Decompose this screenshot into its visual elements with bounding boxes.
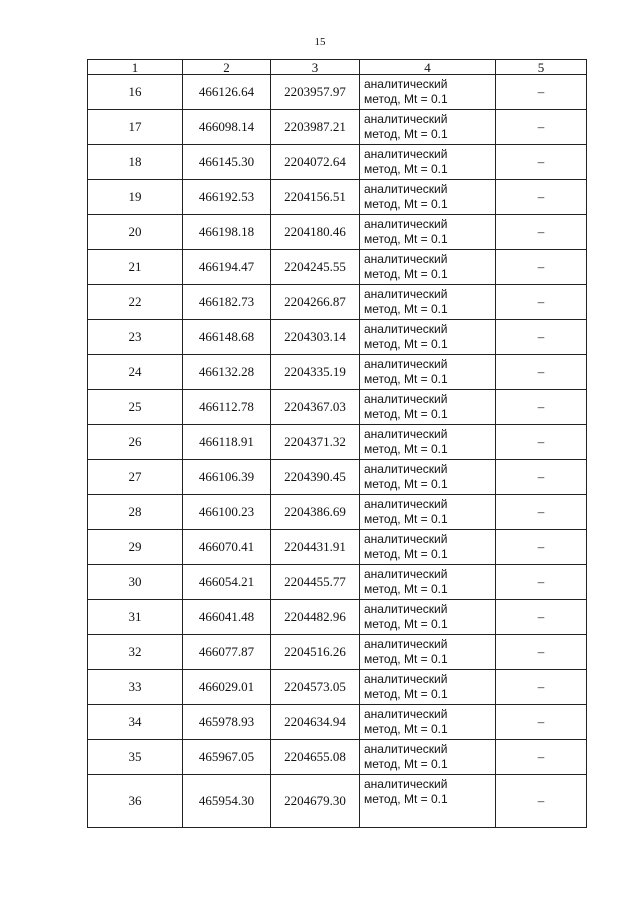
method-line-2: метод, Mt = 0.1 (364, 407, 448, 421)
coord-x-cell: 466029.01 (183, 670, 271, 705)
table-row (88, 460, 587, 495)
coord-y-cell: 2204386.69 (271, 495, 360, 530)
coord-x-cell: 466041.48 (183, 600, 271, 635)
coord-y-cell: 2204390.45 (271, 460, 360, 495)
method-line-1: аналитический (364, 497, 448, 511)
description-cell: – (496, 320, 587, 355)
method-line-2: метод, Mt = 0.1 (364, 547, 448, 561)
description-cell: – (496, 215, 587, 250)
description-cell: – (496, 75, 587, 110)
method-cell (360, 180, 496, 215)
description-cell: – (496, 670, 587, 705)
page-number: 15 (314, 36, 326, 48)
table-row (88, 530, 587, 565)
point-number-cell: 18 (88, 145, 183, 180)
method-line-1: аналитический (364, 217, 448, 231)
description-cell: – (496, 530, 587, 565)
table-row (88, 740, 587, 775)
method-line-2: метод, Mt = 0.1 (364, 337, 448, 351)
method-cell (360, 320, 496, 355)
coord-x-cell: 465954.30 (183, 775, 271, 828)
coord-y-cell: 2204455.77 (271, 565, 360, 600)
table-row (88, 495, 587, 530)
header-col-3: 3 (271, 60, 360, 75)
description-cell: – (496, 355, 587, 390)
point-number-cell: 35 (88, 740, 183, 775)
method-line-1: аналитический (364, 112, 448, 126)
method-line-1: аналитический (364, 742, 448, 756)
point-number-cell: 24 (88, 355, 183, 390)
table-row (88, 425, 587, 460)
table-row (88, 250, 587, 285)
method-cell (360, 285, 496, 320)
point-number-cell: 23 (88, 320, 183, 355)
point-number-cell: 20 (88, 215, 183, 250)
method-line-2: метод, Mt = 0.1 (364, 92, 448, 106)
description-cell: – (496, 495, 587, 530)
coord-y-cell: 2204072.64 (271, 145, 360, 180)
table-row (88, 110, 587, 145)
description-cell: – (496, 390, 587, 425)
table-row (88, 145, 587, 180)
table-row (88, 180, 587, 215)
point-number-cell: 33 (88, 670, 183, 705)
method-line-2: метод, Mt = 0.1 (364, 442, 448, 456)
table-header-row (88, 60, 587, 75)
method-line-1: аналитический (364, 392, 448, 406)
method-line-1: аналитический (364, 777, 448, 791)
method-cell (360, 425, 496, 460)
header-col-4: 4 (360, 60, 496, 75)
coord-y-cell: 2203957.97 (271, 75, 360, 110)
method-line-2: метод, Mt = 0.1 (364, 512, 448, 526)
coord-y-cell: 2204679.30 (271, 775, 360, 828)
header-col-2: 2 (183, 60, 271, 75)
method-line-1: аналитический (364, 637, 448, 651)
method-line-2: метод, Mt = 0.1 (364, 687, 448, 701)
coord-y-cell: 2203987.21 (271, 110, 360, 145)
point-number-cell: 19 (88, 180, 183, 215)
description-cell: – (496, 285, 587, 320)
coord-x-cell: 466100.23 (183, 495, 271, 530)
method-cell (360, 460, 496, 495)
method-cell (360, 705, 496, 740)
table-row (88, 705, 587, 740)
coord-x-cell: 466070.41 (183, 530, 271, 565)
point-number-cell: 25 (88, 390, 183, 425)
coord-y-cell: 2204655.08 (271, 740, 360, 775)
method-cell (360, 600, 496, 635)
method-line-1: аналитический (364, 182, 448, 196)
coord-x-cell: 465978.93 (183, 705, 271, 740)
point-number-cell: 28 (88, 495, 183, 530)
table-row (88, 320, 587, 355)
header-col-1: 1 (88, 60, 183, 75)
point-number-cell: 32 (88, 635, 183, 670)
coord-x-cell: 466148.68 (183, 320, 271, 355)
method-cell (360, 495, 496, 530)
method-line-2: метод, Mt = 0.1 (364, 232, 448, 246)
method-cell (360, 740, 496, 775)
description-cell: – (496, 110, 587, 145)
coord-y-cell: 2204516.26 (271, 635, 360, 670)
method-line-2: метод, Mt = 0.1 (364, 582, 448, 596)
method-line-1: аналитический (364, 567, 448, 581)
table-row (88, 390, 587, 425)
description-cell: – (496, 460, 587, 495)
point-number-cell: 26 (88, 425, 183, 460)
coord-y-cell: 2204180.46 (271, 215, 360, 250)
method-cell (360, 670, 496, 705)
method-cell (360, 390, 496, 425)
method-line-1: аналитический (364, 287, 448, 301)
method-line-2: метод, Mt = 0.1 (364, 302, 448, 316)
description-cell: – (496, 425, 587, 460)
method-line-1: аналитический (364, 602, 448, 616)
table-body (88, 75, 587, 828)
coord-y-cell: 2204634.94 (271, 705, 360, 740)
method-line-2: метод, Mt = 0.1 (364, 477, 448, 491)
coord-x-cell: 466192.53 (183, 180, 271, 215)
description-cell: – (496, 600, 587, 635)
point-number-cell: 16 (88, 75, 183, 110)
coord-y-cell: 2204371.32 (271, 425, 360, 460)
coordinates-table (87, 59, 587, 828)
method-line-1: аналитический (364, 427, 448, 441)
table-row (88, 670, 587, 705)
coord-x-cell: 466182.73 (183, 285, 271, 320)
table-row (88, 565, 587, 600)
method-line-2: метод, Mt = 0.1 (364, 127, 448, 141)
method-cell (360, 775, 496, 828)
coord-y-cell: 2204266.87 (271, 285, 360, 320)
method-cell (360, 635, 496, 670)
method-line-1: аналитический (364, 532, 448, 546)
method-cell (360, 110, 496, 145)
method-line-1: аналитический (364, 357, 448, 371)
method-cell (360, 250, 496, 285)
coord-x-cell: 466106.39 (183, 460, 271, 495)
coord-y-cell: 2204335.19 (271, 355, 360, 390)
method-line-1: аналитический (364, 707, 448, 721)
coord-x-cell: 466132.28 (183, 355, 271, 390)
point-number-cell: 31 (88, 600, 183, 635)
coord-x-cell: 466194.47 (183, 250, 271, 285)
point-number-cell: 21 (88, 250, 183, 285)
coord-x-cell: 466126.64 (183, 75, 271, 110)
method-cell (360, 530, 496, 565)
coord-y-cell: 2204367.03 (271, 390, 360, 425)
coord-y-cell: 2204245.55 (271, 250, 360, 285)
coord-y-cell: 2204573.05 (271, 670, 360, 705)
description-cell: – (496, 740, 587, 775)
point-number-cell: 17 (88, 110, 183, 145)
point-number-cell: 34 (88, 705, 183, 740)
coord-x-cell: 466118.91 (183, 425, 271, 460)
coord-x-cell: 466198.18 (183, 215, 271, 250)
point-number-cell: 29 (88, 530, 183, 565)
method-line-1: аналитический (364, 462, 448, 476)
method-line-1: аналитический (364, 147, 448, 161)
coord-x-cell: 466098.14 (183, 110, 271, 145)
table-row (88, 285, 587, 320)
table-row (88, 215, 587, 250)
coord-y-cell: 2204431.91 (271, 530, 360, 565)
table-row (88, 635, 587, 670)
coord-x-cell: 466112.78 (183, 390, 271, 425)
method-line-2: метод, Mt = 0.1 (364, 162, 448, 176)
method-cell (360, 355, 496, 390)
table-row (88, 75, 587, 110)
point-number-cell: 27 (88, 460, 183, 495)
point-number-cell: 30 (88, 565, 183, 600)
description-cell: – (496, 250, 587, 285)
coord-x-cell: 466054.21 (183, 565, 271, 600)
method-line-1: аналитический (364, 672, 448, 686)
table-row (88, 775, 587, 828)
coord-x-cell: 465967.05 (183, 740, 271, 775)
description-cell: – (496, 145, 587, 180)
description-cell: – (496, 180, 587, 215)
method-cell (360, 215, 496, 250)
point-number-cell: 36 (88, 775, 183, 828)
method-line-2: метод, Mt = 0.1 (364, 757, 448, 771)
description-cell: – (496, 635, 587, 670)
coord-y-cell: 2204156.51 (271, 180, 360, 215)
method-line-2: метод, Mt = 0.1 (364, 617, 448, 631)
coord-y-cell: 2204482.96 (271, 600, 360, 635)
method-line-1: аналитический (364, 322, 448, 336)
description-cell: – (496, 565, 587, 600)
method-line-2: метод, Mt = 0.1 (364, 197, 448, 211)
method-line-2: метод, Mt = 0.1 (364, 652, 448, 666)
table-row (88, 355, 587, 390)
method-line-2: метод, Mt = 0.1 (364, 792, 448, 806)
coord-y-cell: 2204303.14 (271, 320, 360, 355)
method-line-2: метод, Mt = 0.1 (364, 267, 448, 281)
header-col-5: 5 (496, 60, 587, 75)
method-cell (360, 565, 496, 600)
description-cell: – (496, 775, 587, 828)
method-cell (360, 75, 496, 110)
method-line-2: метод, Mt = 0.1 (364, 722, 448, 736)
method-cell (360, 145, 496, 180)
table-row (88, 600, 587, 635)
method-line-1: аналитический (364, 77, 448, 91)
description-cell: – (496, 705, 587, 740)
method-line-1: аналитический (364, 252, 448, 266)
method-line-2: метод, Mt = 0.1 (364, 372, 448, 386)
coord-x-cell: 466077.87 (183, 635, 271, 670)
coord-x-cell: 466145.30 (183, 145, 271, 180)
point-number-cell: 22 (88, 285, 183, 320)
